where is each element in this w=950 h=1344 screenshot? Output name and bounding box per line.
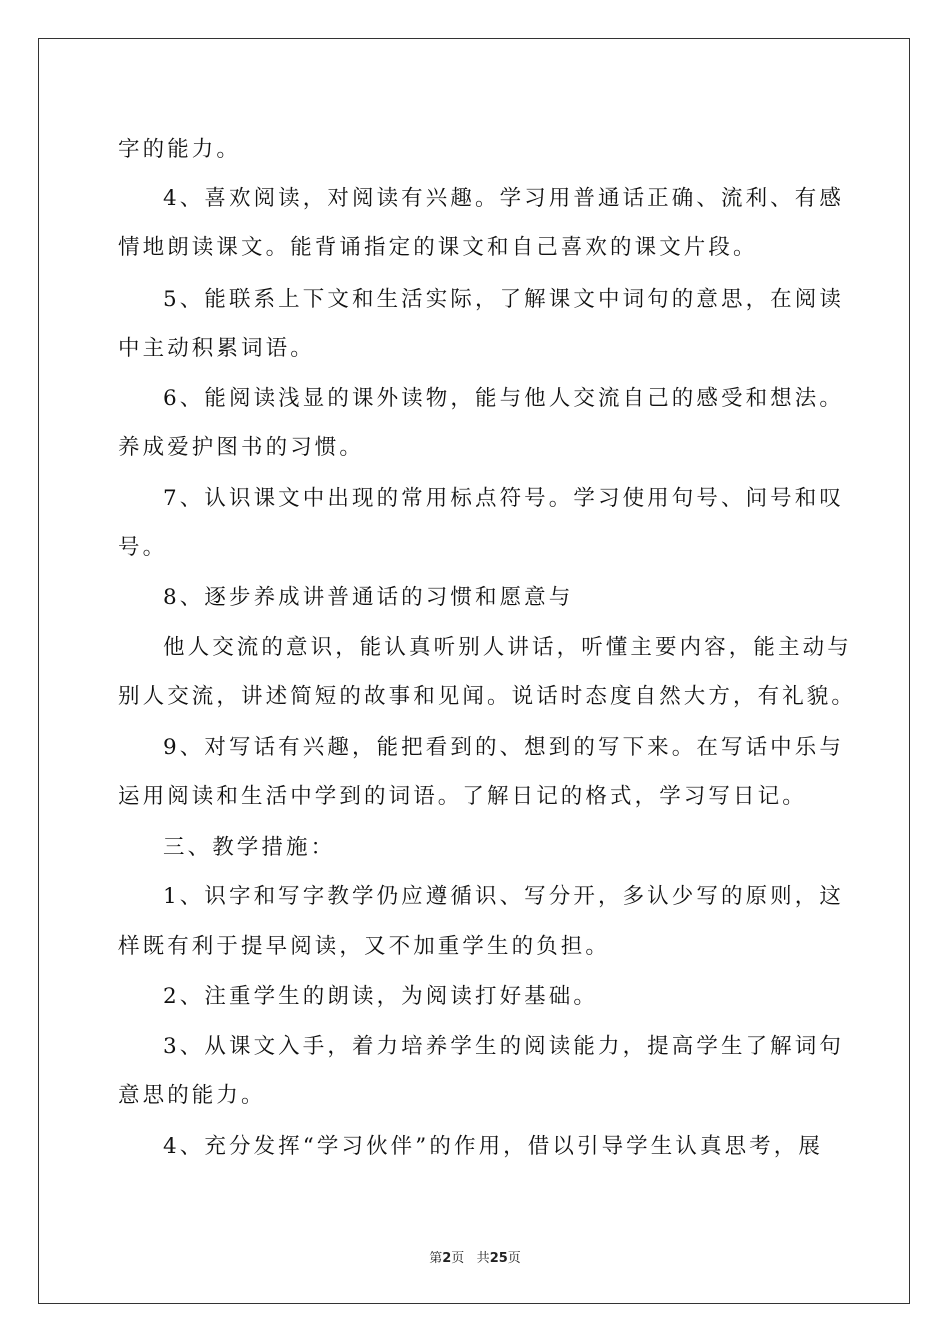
page-suffix: 页 xyxy=(451,1251,465,1266)
text-line: 2、注重学生的朗读，为阅读打好基础。 xyxy=(163,984,598,1009)
text-line: 情地朗读课文。能背诵指定的课文和自己喜欢的课文片段。 xyxy=(118,235,758,260)
text-line: 5、能联系上下文和生活实际，了解课文中词句的意思，在阅读 xyxy=(163,287,844,312)
text-line: 中主动积累词语。 xyxy=(118,336,315,361)
page-border xyxy=(38,38,910,1304)
total-suffix: 页 xyxy=(507,1251,521,1266)
text-line: 他人交流的意识，能认真听别人讲话，听懂主要内容，能主动与 xyxy=(163,635,852,660)
section-heading: 三、教学措施： xyxy=(163,835,336,860)
text-line: 3、从课文入手，着力培养学生的阅读能力，提高学生了解词句 xyxy=(163,1034,844,1059)
page-footer xyxy=(0,1247,950,1266)
text-line: 养成爱护图书的习惯。 xyxy=(118,435,365,460)
text-line: 4、喜欢阅读，对阅读有兴趣。学习用普通话正确、流利、有感 xyxy=(163,186,844,211)
text-line: 运用阅读和生活中学到的词语。了解日记的格式，学习写日记。 xyxy=(118,784,807,809)
text-line: 9、对写话有兴趣，能把看到的、想到的写下来。在写话中乐与 xyxy=(163,735,844,760)
text-line: 号。 xyxy=(118,535,168,560)
text-line: 别人交流，讲述简短的故事和见闻。说话时态度自然大方，有礼貌。 xyxy=(118,684,857,709)
total-prefix: 共 xyxy=(476,1251,490,1266)
text-line: 6、能阅读浅显的课外读物，能与他人交流自己的感受和想法。 xyxy=(163,386,844,411)
text-line: 1、识字和写字教学仍应遵循识、写分开，多认少写的原则，这 xyxy=(163,884,844,909)
page-prefix: 第 xyxy=(429,1251,443,1266)
text-line: 字的能力。 xyxy=(118,137,242,162)
total-pages: 25 xyxy=(489,1251,508,1266)
page-number: 2 xyxy=(442,1251,452,1266)
text-line: 样既有利于提早阅读，又不加重学生的负担。 xyxy=(118,934,611,959)
text-line: 意思的能力。 xyxy=(118,1083,266,1108)
text-line: 8、逐步养成讲普通话的习惯和愿意与 xyxy=(163,585,574,610)
text-line: 7、认识课文中出现的常用标点符号。学习使用句号、问号和叹 xyxy=(163,486,844,511)
text-line: 4、充分发挥“学习伙伴”的作用，借以引导学生认真思考，展 xyxy=(163,1134,823,1159)
